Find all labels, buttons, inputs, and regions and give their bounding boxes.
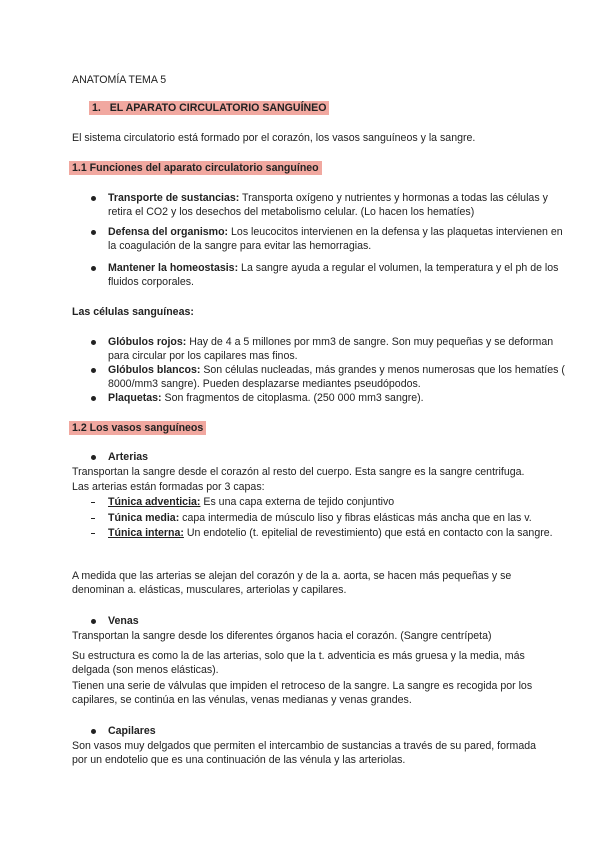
celula-label: Glóbulos blancos:	[108, 364, 201, 376]
funcion-text: La sangre ayuda a regular el volumen, la temperatura y el ph de los fluidos corporales.	[108, 262, 559, 288]
section-1-2-title: 1.2 Los vasos sanguíneos	[69, 421, 206, 435]
dash-icon	[91, 502, 95, 503]
celula-text: Son células nucleadas, más grandes y menos numerosas que los hematíes ( 8000/mm3 sangre). Pueden desplazarse mediantes pseudópodos.	[108, 364, 565, 390]
list-item-celula-1	[108, 335, 568, 363]
intro-paragraph: El sistema circulatorio está formado por el corazón, los vasos sanguíneos y la sangre.	[72, 132, 476, 144]
dash-icon	[91, 518, 95, 519]
list-item-funcion-3	[108, 261, 568, 289]
arterias-heading: Arterias	[108, 451, 149, 463]
bullet-icon	[91, 619, 96, 624]
funcion-label: Transporte de sustancias:	[108, 192, 240, 204]
celulas-heading: Las células sanguíneas:	[72, 306, 194, 318]
capa-text: capa intermedia de músculo liso y fibras elásticas más ancha que en las v.	[179, 512, 532, 524]
list-item-funcion-1	[108, 191, 568, 219]
list-item-capa-3	[108, 526, 568, 540]
dash-icon	[91, 533, 95, 534]
list-item-capa-2	[108, 511, 568, 525]
venas-p1: Transportan la sangre desde los diferentes órganos hacia el corazón. (Sangre centrípeta)	[72, 630, 492, 642]
section-1-highlight	[89, 101, 329, 115]
capilares-heading: Capilares	[108, 725, 156, 737]
arterias-p3: A medida que las arterias se alejan del corazón y de la a. aorta, se hacen más pequeñas y se denominan a. elásticas, musculares, arteriolas y capilares.	[72, 570, 512, 596]
section-1-1-title: 1.1 Funciones del aparato circulatorio sanguíneo	[69, 161, 322, 175]
section-1-heading	[92, 101, 329, 115]
bullet-icon	[91, 729, 96, 734]
bullet-icon	[91, 196, 96, 201]
bullet-icon	[91, 340, 96, 345]
list-item-celula-3	[108, 391, 568, 405]
bullet-icon	[91, 266, 96, 271]
arterias-p2: Las arterias están formadas por 3 capas:	[72, 481, 265, 493]
capa-text: Es una capa externa de tejido conjuntivo	[200, 496, 395, 508]
doc-title: ANATOMÍA TEMA 5	[72, 74, 167, 86]
venas-p3: Tienen una serie de válvulas que impiden el retroceso de la sangre. La sangre es recogida por los capilares, se continúa en las vénulas, venas medianas y venas grandes.	[72, 680, 533, 706]
bullet-icon	[91, 368, 96, 373]
celula-label: Plaquetas:	[108, 392, 162, 404]
funcion-label: Mantener la homeostasis:	[108, 262, 239, 274]
section-1-title: EL APARATO CIRCULATORIO SANGUÍNEO	[109, 102, 327, 114]
capa-label: Túnica interna:	[108, 527, 184, 539]
bullet-icon	[91, 455, 96, 460]
venas-heading: Venas	[108, 615, 139, 627]
list-item-funcion-2	[108, 225, 568, 253]
section-1-2-heading	[72, 421, 206, 435]
section-1-number: 1.	[92, 102, 101, 114]
celula-label: Glóbulos rojos:	[108, 336, 187, 348]
arterias-p1: Transportan la sangre desde el corazón al resto del cuerpo. Esta sangre es la sangre centrifuga.	[72, 466, 525, 478]
section-1-1-heading	[72, 161, 322, 175]
funcion-text: Transporta oxígeno y nutrientes y hormonas a todas las células y retira el CO2 y los desechos del metabolismo celular. (Lo hacen los hematíes)	[108, 192, 548, 218]
venas-p2: Su estructura es como la de las arterias, solo que la t. adventicia es más gruesa y la media, más delgada (son menos elásticas).	[72, 650, 525, 676]
funcion-label: Defensa del organismo:	[108, 226, 229, 238]
list-item-celula-2	[108, 363, 568, 391]
capa-label: Túnica media:	[108, 512, 180, 524]
celula-text: Hay de 4 a 5 millones por mm3 de sangre. Son muy pequeñas y se deforman para circular por los capilares mas finos.	[108, 336, 554, 362]
bullet-icon	[91, 230, 96, 235]
capa-label: Túnica adventicia:	[108, 496, 201, 508]
funcion-text: Los leucocitos intervienen en la defensa y las plaquetas intervienen en la coagulación de la sangre para evitar las hemorragias.	[108, 226, 563, 252]
list-item-capa-1	[108, 495, 568, 509]
capilares-p1: Son vasos muy delgados que permiten el intercambio de sustancias a través de su pared, formada por un endotelio que es una continuación de las vénula y las arteriolas.	[72, 740, 537, 766]
celula-text: Son fragmentos de citoplasma. (250 000 mm3 sangre).	[161, 392, 424, 404]
capa-text: Un endotelio (t. epitelial de revestimiento) que está en contacto con la sangre.	[183, 527, 553, 539]
bullet-icon	[91, 396, 96, 401]
